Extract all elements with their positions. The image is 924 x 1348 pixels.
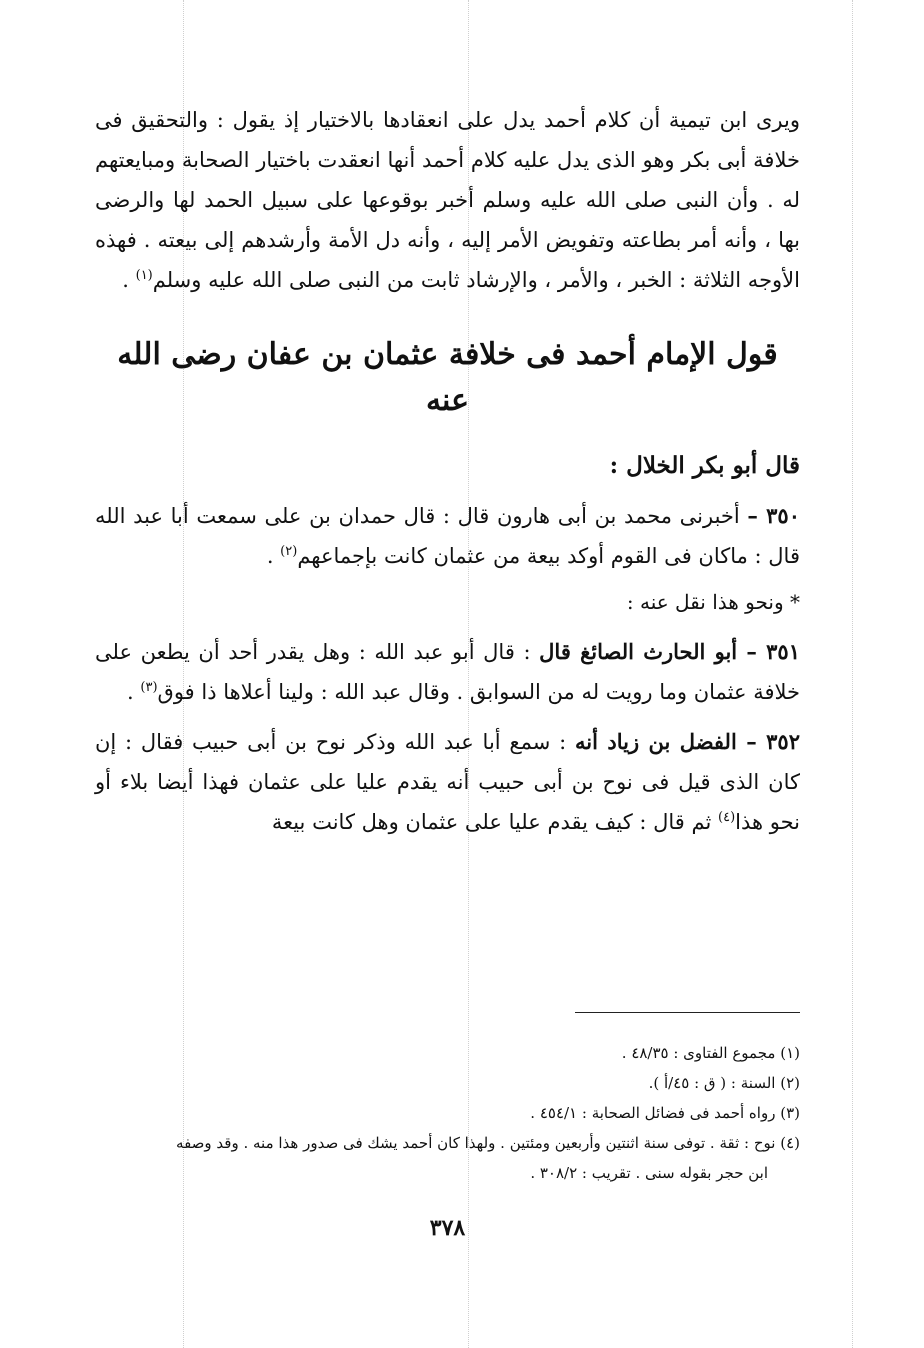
intro-text: ويرى ابن تيمية أن كلام أحمد يدل على انعقادها بالاختيار إذ يقول : والتحقيق فى خلافة أبى بكر وهو الذى يدل عليه كلام أحمد أنها انعقدت باختيار الصحابة ومبايعتهم له . وأن النبى صلى الله عليه وسلم أخبر بوقوعها على سبيل الحمد لها والرضى بها ، وأنه أمر بطاعته وتفويض الأمر إليه ، وأنه دل الأمة وأرشدهم إلى بيعته . فهذه الأوجه الثلاثة : الخبر ، والأمر ، والإرشاد ثابت من النبى صلى الله عليه وسلم [95, 108, 800, 292]
entry-text: أخبرنى محمد بن أبى هارون قال : قال حمدان بن على سمعت أبا عبد الله قال : ماكان فى القوم أوكد بيعة من عثمان كانت بإجماعهم [95, 504, 800, 568]
footnote-4-continuation: ابن حجر بقوله سنى . تقريب : ٣٠٨/٢ . [530, 1164, 768, 1182]
entry-text: : سمع أبا عبد الله وذكر نوح بن أبى حبيب فقال : إن كان الذى قيل فى نوح بن أبى حبيب أنه يقدم عليا على عثمان فهذا أيضا بلاء أو نحو هذا [95, 730, 800, 834]
footnote-text: نوح : ثقة . توفى سنة اثنتين وأربعين ومئتين . ولهذا كان أحمد يشك فى صدور هذا منه . وقد وصفه [176, 1134, 781, 1152]
intro-paragraph [95, 100, 800, 300]
footnote-ref[interactable]: (٢) [280, 544, 298, 559]
footnote-divider [575, 1012, 800, 1013]
section-title: قول الإمام أحمد فى خلافة عثمان بن عفان رضى الله عنه [117, 337, 778, 418]
footnote-text: مجموع الفتاوى : ٤٨/٣٥ . [621, 1044, 781, 1062]
entry-tail: . [127, 680, 141, 704]
footnote-label: (١) [780, 1044, 800, 1062]
note-line: * ونحو هذا نقل عنه : [626, 590, 800, 614]
entry-351 [95, 632, 800, 712]
footnote-label: (٣) [780, 1104, 800, 1122]
book-page [95, 100, 800, 1280]
entry-tail: ثم قال : كيف يقدم عليا على عثمان وهل كانت بيعة [271, 810, 718, 834]
subhead: قال أبو بكر الخلال : [609, 452, 800, 479]
footnote-ref[interactable]: (٣) [140, 680, 158, 695]
footnote-ref[interactable]: (٤) [718, 810, 736, 825]
entry-number: ٣٥٠ – [747, 503, 800, 528]
footnote-label: (٢) [780, 1074, 800, 1092]
footnote-ref[interactable]: (١) [135, 268, 153, 283]
entry-lead: أبو الحارث الصائغ قال [539, 639, 747, 664]
footnote-3 [95, 1098, 800, 1128]
entry-number: ٣٥١ – [746, 639, 800, 664]
entry-text: : قال أبو عبد الله : وهل يقدر أحد أن يطعن على خلافة عثمان وما رويت له من السوابق . وقال عبد الله : ولينا أعلاها ذا فوق [95, 640, 800, 704]
footnote-2 [95, 1068, 800, 1098]
page-number: ٣٧٨ [429, 1215, 466, 1241]
entry-350 [95, 496, 800, 576]
footnote-text: السنة : ( ق : ٤٥/أ ). [648, 1074, 781, 1092]
entry-lead: الفضل بن زياد أنه [575, 729, 747, 754]
intro-tail: . [122, 268, 136, 292]
footnote-label: (٤) [780, 1134, 800, 1152]
footnote-4 [95, 1128, 800, 1158]
entry-352 [95, 722, 800, 842]
entry-tail: . [266, 544, 281, 568]
footnote-1 [95, 1038, 800, 1068]
footnote-text: رواه أحمد فى فضائل الصحابة : ٤٥٤/١ . [530, 1104, 781, 1122]
scan-artifact-line [852, 0, 853, 1348]
footnotes [95, 1038, 800, 1188]
entry-number: ٣٥٢ – [746, 729, 800, 754]
